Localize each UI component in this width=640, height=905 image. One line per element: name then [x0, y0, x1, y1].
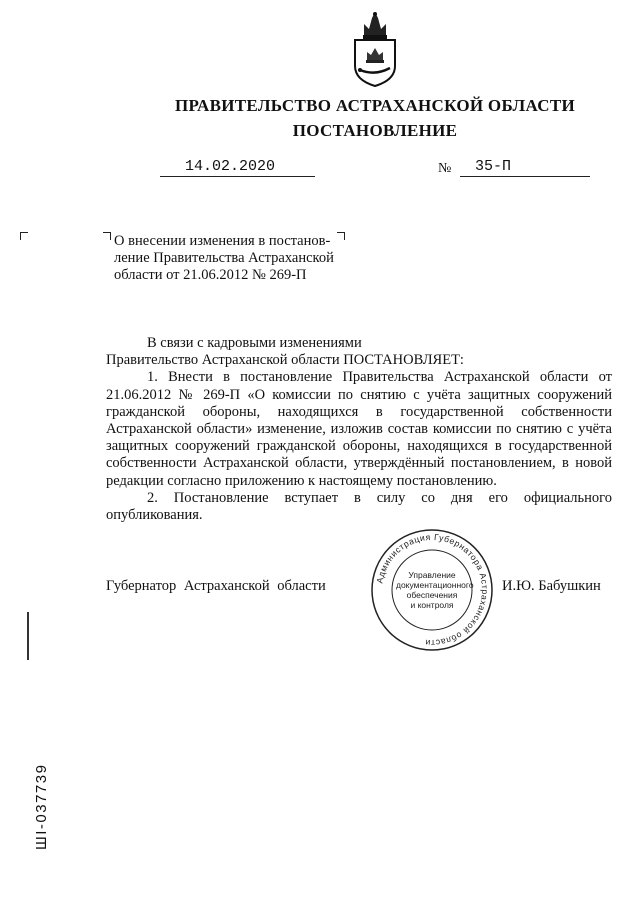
document-body: [106, 335, 612, 524]
subject-line: О внесении изменения в постанов-: [114, 233, 331, 249]
organization-title: ПРАВИТЕЛЬСТВО АСТРАХАНСКОЙ ОБЛАСТИ: [175, 96, 575, 115]
margin-line: [27, 612, 29, 660]
stamp-inner-text: [396, 570, 474, 610]
stamp-inner-line: обеспечения: [406, 590, 458, 600]
side-serial-code: ШI-037739: [33, 763, 50, 850]
resolution-item-1: 1. Внести в постановление Правительства Астраханской области от 21.06.2012 № 269-П «О комиссии по снятию с учёта защитных сооружений гражданской обороны, находящихся в государственной собственности Астраханской области» изменение, изложив состав комиссии по снятию с учёта защитных сооружений гражданской обороны, находящихся в государственной собственности Астраханской области, утверждённый постановлением, в новой редакции согласно приложению к настоящему постановлению.: [106, 369, 612, 489]
number-label: №: [438, 161, 452, 176]
coat-of-arms-icon: [350, 10, 400, 88]
signatory-name: И.Ю. Бабушкин: [502, 578, 601, 594]
stamp-inner-line: и контроля: [410, 600, 454, 610]
margin-corner-mark: [20, 232, 28, 240]
stamp-inner-line: Управление: [408, 570, 456, 580]
preamble-line-1: В связи с кадровыми изменениями: [147, 335, 362, 351]
subject-line: области от 21.06.2012 № 269-П: [114, 267, 307, 283]
subject-corner-mark-left: [103, 232, 111, 240]
preamble-line-2: Правительство Астраханской области ПОСТАНОВЛЯЕТ:: [106, 352, 464, 369]
signatory-position: Губернатор Астраханской области: [106, 578, 326, 594]
document-type: ПОСТАНОВЛЕНИЕ: [292, 121, 458, 140]
subject-line: ление Правительства Астраханской: [114, 250, 334, 266]
date-underline: [160, 176, 315, 177]
resolution-item-2: 2. Постановление вступает в силу со дня его официального опубликования.: [106, 489, 612, 524]
stamp-inner-line: документационного: [396, 580, 474, 590]
document-subject: [114, 233, 354, 284]
document-date: 14.02.2020: [185, 158, 276, 175]
stamp-outer-text: Администрация Губернатора Астраханской области: [374, 531, 491, 649]
document-number: 35-П: [475, 158, 512, 175]
number-underline: [460, 176, 590, 177]
